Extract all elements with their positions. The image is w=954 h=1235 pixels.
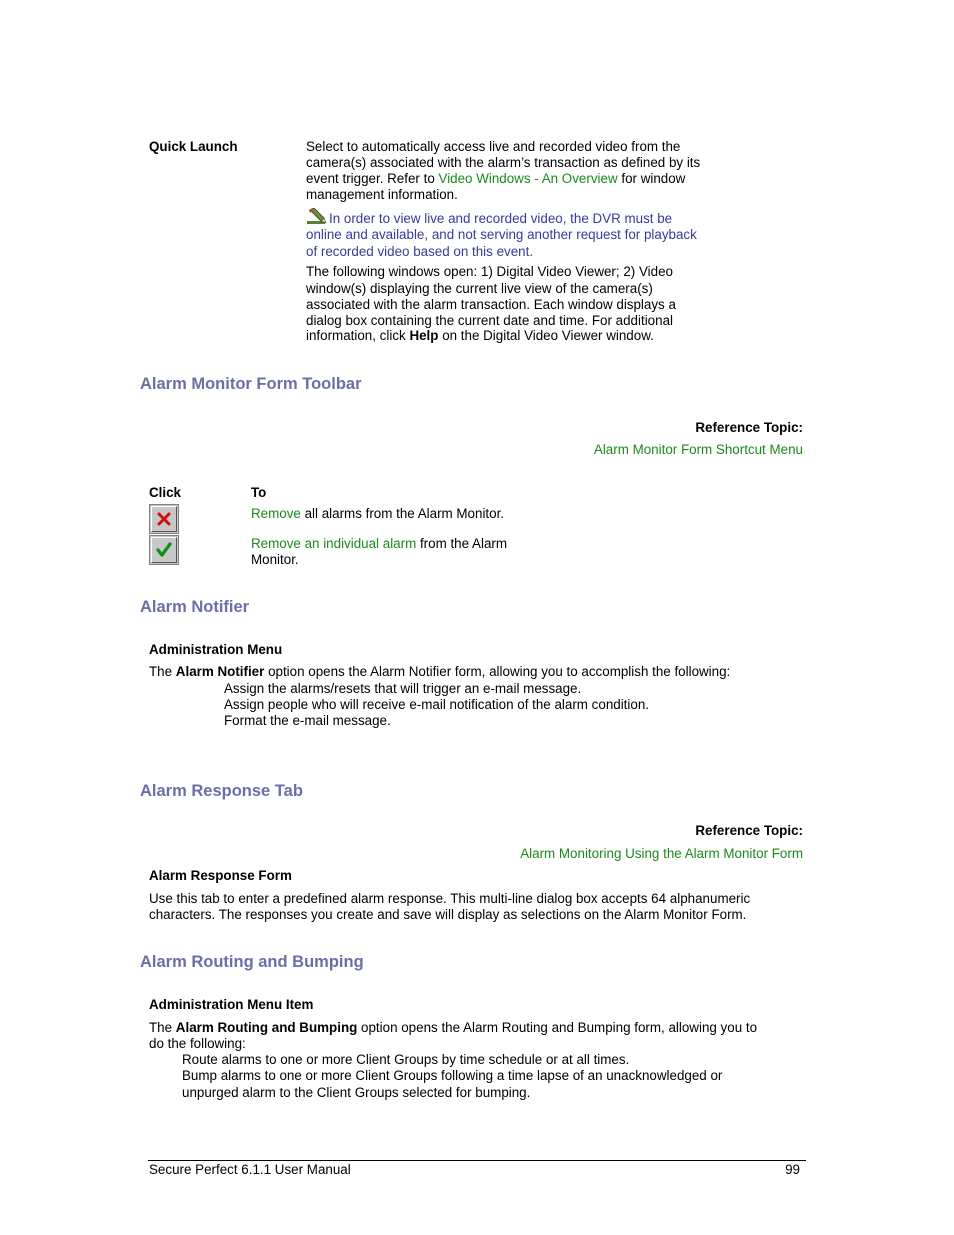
notifier-intro-post: option opens the Alarm Notifier form, allowing you to accomplish the following: bbox=[264, 664, 731, 679]
quick-launch-desc-2: camera(s) associated with the alarm’s transaction as defined by its bbox=[306, 155, 701, 170]
green-check-icon bbox=[155, 541, 173, 559]
red-x-icon bbox=[156, 511, 172, 527]
windows-line-2: window(s) displaying the current live view of the camera(s) bbox=[306, 281, 653, 296]
remove-individual-text: from the Alarm bbox=[416, 536, 508, 551]
quick-launch-desc-1: Select to automatically access live and recorded video from the bbox=[306, 139, 681, 154]
response-body-2: characters. The responses you create and save will display as selections on the Alarm Monitor Form. bbox=[149, 907, 747, 922]
windows-line-4: dialog box containing the current date and time. For additional bbox=[306, 313, 673, 328]
footer-rule bbox=[148, 1160, 806, 1161]
page-number: 99 bbox=[785, 1162, 800, 1177]
quick-launch-desc-4: management information. bbox=[306, 187, 458, 202]
routing-intro-2: do the following: bbox=[149, 1036, 246, 1051]
col-header-click: Click bbox=[149, 485, 182, 500]
notifier-item-1: Assign the alarms/resets that will trigger an e-mail message. bbox=[224, 681, 582, 696]
routing-item-3: unpurged alarm to the Client Groups selected for bumping. bbox=[182, 1085, 531, 1100]
notifier-subheading: Administration Menu bbox=[149, 642, 283, 657]
alarm-monitoring-link[interactable]: Alarm Monitoring Using the Alarm Monitor Form bbox=[520, 846, 803, 861]
routing-intro-pre: The bbox=[149, 1020, 176, 1035]
routing-intro-bold: Alarm Routing and Bumping bbox=[175, 1020, 358, 1035]
response-reference-topic-label: Reference Topic: bbox=[695, 823, 803, 838]
reference-topic-label: Reference Topic: bbox=[695, 420, 803, 435]
windows-line-5-post: on the Digital Video Viewer window. bbox=[438, 328, 654, 343]
note-line-1: In order to view live and recorded video, the DVR must be bbox=[329, 211, 673, 226]
routing-item-2: Bump alarms to one or more Client Groups following a time lapse of an unacknowledged or bbox=[182, 1068, 723, 1083]
quick-launch-desc-3 bbox=[306, 171, 685, 187]
notifier-intro bbox=[149, 664, 730, 680]
heading-alarm-routing-and-bumping: Alarm Routing and Bumping bbox=[140, 953, 364, 971]
remove-all-button[interactable] bbox=[149, 504, 179, 534]
remove-individual-button[interactable] bbox=[149, 535, 179, 565]
help-keyword: Help bbox=[409, 328, 439, 343]
windows-line-3: associated with the alarm transaction. Each window displays a bbox=[306, 297, 676, 312]
windows-line-5 bbox=[306, 328, 654, 344]
remove-individual-text-2: Monitor. bbox=[251, 552, 299, 567]
response-subheading: Alarm Response Form bbox=[149, 868, 292, 883]
remove-individual-row bbox=[251, 536, 507, 552]
routing-intro-post: option opens the Alarm Routing and Bumping form, allowing you to bbox=[357, 1020, 758, 1035]
windows-line-1: The following windows open: 1) Digital Video Viewer; 2) Video bbox=[306, 264, 673, 279]
term-quick-launch: Quick Launch bbox=[149, 139, 238, 154]
note-line-3: of recorded video based on this event. bbox=[306, 244, 534, 259]
remove-individual-alarm-link[interactable]: Remove an individual alarm bbox=[251, 536, 417, 551]
remove-all-row bbox=[251, 506, 504, 522]
alarm-monitor-shortcut-menu-link[interactable]: Alarm Monitor Form Shortcut Menu bbox=[593, 442, 803, 457]
quick-launch-desc-3-pre: event trigger. Refer to bbox=[306, 171, 439, 186]
notifier-intro-pre: The bbox=[149, 664, 176, 679]
remove-link[interactable]: Remove bbox=[251, 506, 301, 521]
routing-intro bbox=[149, 1020, 757, 1036]
footer-title: Secure Perfect 6.1.1 User Manual bbox=[149, 1162, 351, 1177]
windows-line-5-pre: information, click bbox=[306, 328, 410, 343]
video-windows-link[interactable]: Video Windows - An Overview bbox=[438, 171, 618, 186]
remove-all-text: all alarms from the Alarm Monitor. bbox=[300, 506, 505, 521]
heading-alarm-notifier: Alarm Notifier bbox=[140, 598, 250, 616]
notifier-intro-bold: Alarm Notifier bbox=[175, 664, 265, 679]
notifier-item-2: Assign people who will receive e-mail notification of the alarm condition. bbox=[224, 697, 649, 712]
heading-alarm-response-tab: Alarm Response Tab bbox=[140, 782, 303, 800]
routing-item-1: Route alarms to one or more Client Groups by time schedule or at all times. bbox=[182, 1052, 630, 1067]
routing-subheading: Administration Menu Item bbox=[149, 997, 314, 1012]
note-pencil-icon bbox=[306, 208, 328, 226]
quick-launch-desc-3-post: for window bbox=[617, 171, 686, 186]
notifier-item-3: Format the e-mail message. bbox=[224, 713, 391, 728]
heading-alarm-monitor-form-toolbar: Alarm Monitor Form Toolbar bbox=[140, 375, 362, 393]
response-body-1: Use this tab to enter a predefined alarm response. This multi-line dialog box accepts 64 alphanumeric bbox=[149, 891, 751, 906]
col-header-to: To bbox=[251, 485, 267, 500]
note-line-2: online and available, and not serving another request for playback bbox=[306, 227, 697, 242]
